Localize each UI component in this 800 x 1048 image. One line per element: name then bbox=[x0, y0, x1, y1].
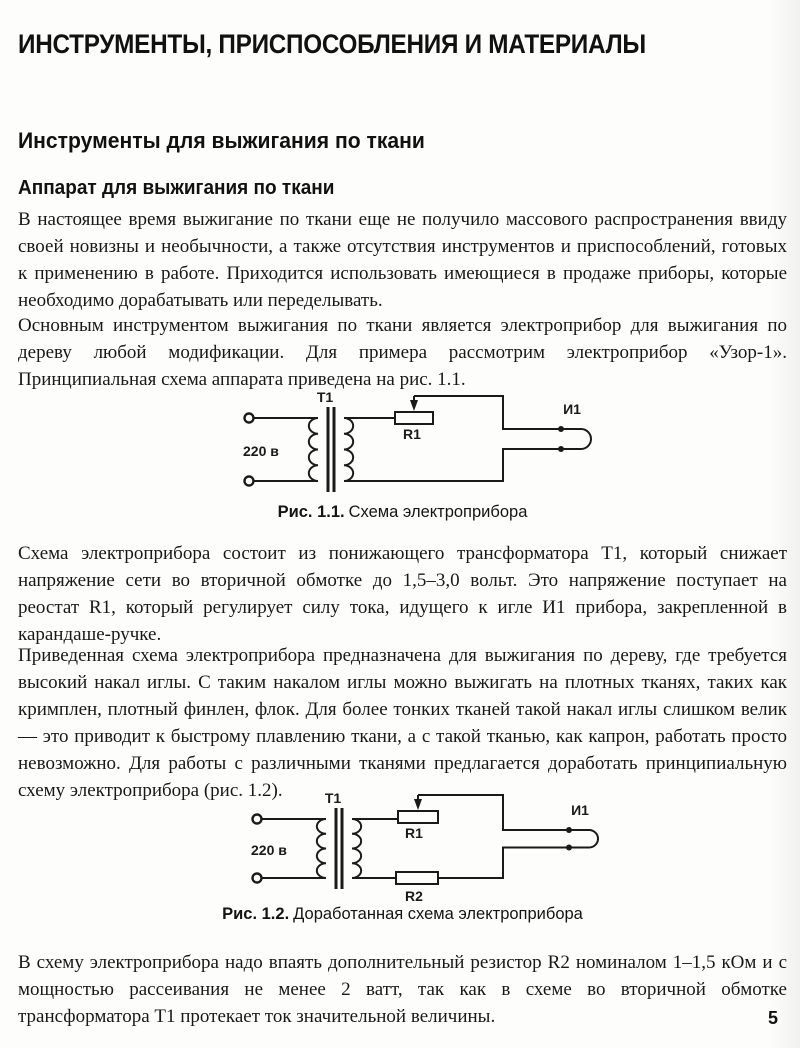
subsection-heading: Аппарат для выжигания по ткани bbox=[18, 177, 335, 199]
body-paragraph-1: В настоящее время выжигание по ткани еще не получило массового распространения ввиду своей новизны и необычности, а также отсутствия инструментов и приспособлений, готовых к применению в работе. Приходится использовать имеющиеся в продаже приборы, которые необходимо дорабатывать или переделывать. bbox=[18, 209, 787, 311]
page-number: 5 bbox=[767, 1008, 778, 1028]
needle-terminal-bottom bbox=[558, 446, 564, 452]
figure-caption-number: Рис. 1.2. bbox=[222, 905, 290, 923]
input-terminal-bottom bbox=[245, 477, 254, 486]
transformer-secondary-coil bbox=[344, 418, 353, 481]
voltage-label: 220 в bbox=[251, 842, 287, 858]
transformer-label: Т1 bbox=[324, 790, 342, 806]
voltage-label: 220 в bbox=[243, 443, 279, 459]
figure-1-2 bbox=[238, 789, 638, 914]
wiper-arrow-icon bbox=[410, 400, 418, 411]
transformer-label: Т1 bbox=[316, 389, 334, 405]
transformer-primary-coil bbox=[309, 418, 318, 481]
input-terminal-top bbox=[253, 815, 262, 824]
rheostat-label: R1 bbox=[403, 426, 421, 442]
needle-label: И1 bbox=[571, 802, 589, 818]
circuit-diagram-1 bbox=[230, 386, 630, 504]
needle-terminal-bottom bbox=[566, 845, 572, 851]
figure-caption-text: Доработанная схема электроприбора bbox=[293, 905, 583, 923]
section-heading: Инструменты для выжигания по ткани bbox=[18, 128, 425, 153]
resistor-body bbox=[396, 872, 438, 884]
body-paragraph-4: Приведенная схема электроприбора предназначена для выжигания по дереву, где требуется высокий накал иглы. С таким накалом иглы можно выжигать на плотных тканях, таких как кримплен, плотный финлен, флок. Для более тонких тканей такой накал иглы слишком велик — это приводит к быстрому плавлению ткани, а с такой тканью, как капрон, работать просто невозможно. Для работы с различными тканями предлагается доработать принципиальную схему электроприбора (рис. 1.2). bbox=[18, 645, 787, 801]
input-terminal-bottom bbox=[253, 874, 262, 883]
circuit-diagram-2 bbox=[238, 789, 638, 914]
rheostat-body bbox=[398, 811, 438, 823]
transformer-core bbox=[328, 407, 334, 492]
rheostat-body bbox=[395, 412, 433, 424]
rheostat-label: R1 bbox=[405, 825, 423, 841]
figure-caption-number: Рис. 1.1. bbox=[277, 503, 345, 521]
needle-label: И1 bbox=[563, 401, 581, 417]
output-loop-wires bbox=[344, 396, 591, 481]
needle-terminal-top bbox=[566, 827, 572, 833]
body-paragraph-2: Основным инструментом выжигания по ткани является электроприбор для выжигания по дереву любой модификации. Для примера рассмотрим электроприбор «Узор-1». Принципиальная схема аппарата приведена на рис. 1.1. bbox=[18, 315, 787, 390]
body-paragraph-5: В схему электроприбора надо впаять дополнительный резистор R2 номиналом 1–1,5 кОм и с мощностью рассеивания не менее 2 ватт, так как в схеме во вторичной обмотке трансформатора Т1 протекает ток значительной величины. bbox=[18, 952, 787, 1027]
body-paragraph-3: Схема электроприбора состоит из понижающего трансформатора Т1, который снижает напряжение сети во вторичной обмотке до 1,5–3,0 вольт. Это напряжение поступает на реостат R1, который регулирует силу тока, идущего к игле И1 прибора, закрепленной в карандаше-ручке. bbox=[18, 543, 787, 645]
needle-terminal-top bbox=[558, 426, 564, 432]
figure-1-1-caption bbox=[18, 502, 787, 522]
input-terminal-top bbox=[245, 414, 254, 423]
transformer-core bbox=[336, 808, 342, 889]
page-title: ИНСТРУМЕНТЫ, ПРИСПОСОБЛЕНИЯ И МАТЕРИАЛЫ bbox=[18, 29, 646, 59]
transformer-secondary-coil bbox=[352, 819, 361, 878]
resistor-label: R2 bbox=[405, 888, 423, 904]
figure-1-1 bbox=[230, 386, 630, 504]
wiper-arrow-icon bbox=[414, 799, 422, 810]
figure-caption-text: Схема электроприбора bbox=[348, 503, 528, 521]
transformer-primary-coil bbox=[317, 819, 326, 878]
